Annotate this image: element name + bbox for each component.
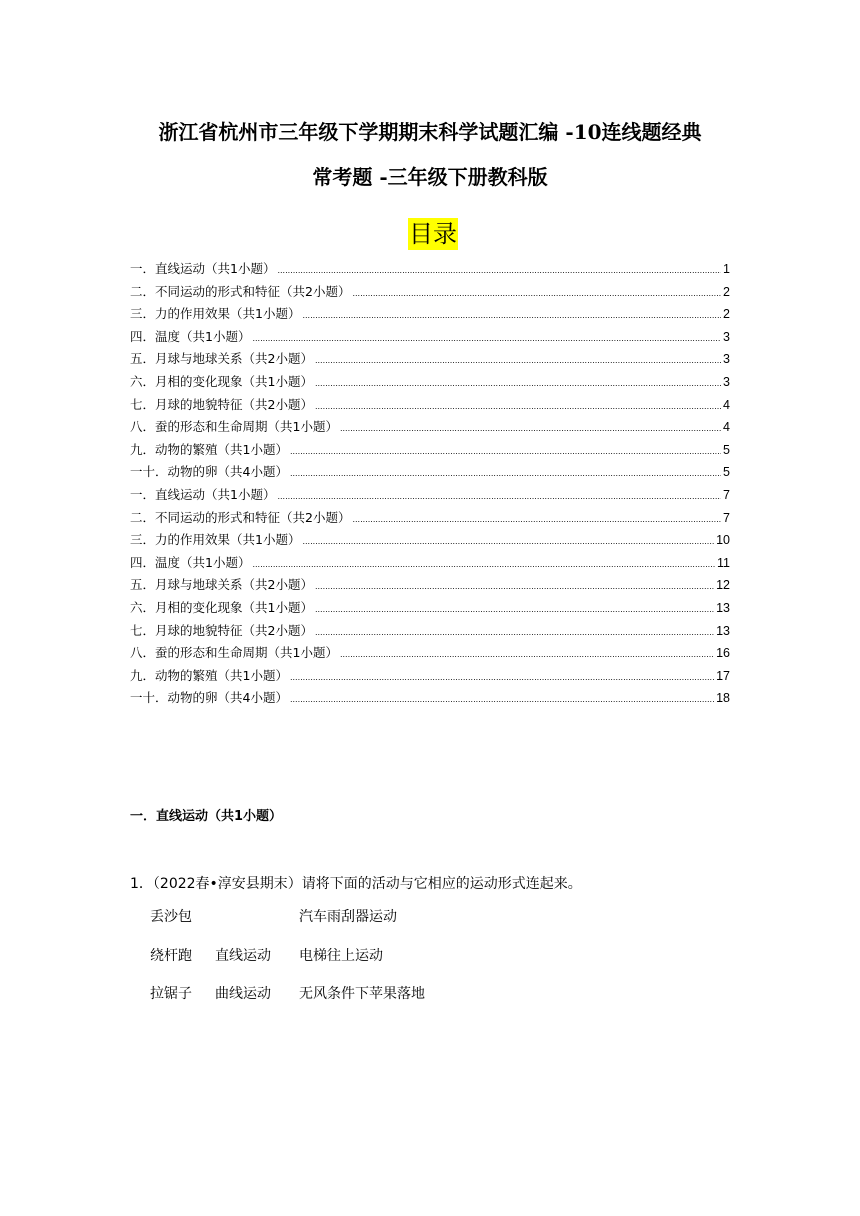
- toc-dot-leader: [252, 334, 721, 343]
- toc-entry[interactable]: [130, 598, 730, 621]
- toc-entry[interactable]: [130, 349, 730, 372]
- toc-dot-leader: [315, 628, 714, 637]
- toc-dot-leader: [302, 311, 721, 320]
- toc-dot-leader: [315, 402, 721, 411]
- toc-entry-page: 13: [716, 600, 730, 615]
- toc-entry[interactable]: [130, 259, 730, 282]
- toc-dot-leader: [352, 515, 721, 524]
- toc-entry-page: 17: [716, 668, 730, 683]
- example-item: 汽车雨刮器运动: [299, 909, 397, 925]
- activity-item: 丢沙包: [150, 909, 192, 925]
- toc-entry-label: 一．直线运动（共1小题）: [130, 261, 276, 276]
- toc-dot-leader: [277, 492, 721, 501]
- toc-entry-page: 10: [716, 533, 730, 548]
- toc-dot-leader: [290, 673, 714, 682]
- toc-dot-leader: [290, 469, 721, 478]
- table-of-contents: [130, 259, 730, 711]
- toc-entry[interactable]: [130, 372, 730, 395]
- toc-entry-page: 7: [723, 487, 730, 502]
- toc-entry-label: 三．力的作用效果（共1小题）: [130, 306, 301, 322]
- activity-item: 拉锯子: [150, 986, 192, 1002]
- toc-entry-page: 5: [723, 442, 730, 457]
- toc-dot-leader: [315, 582, 714, 591]
- toc-entry-label: 三．力的作用效果（共1小题）: [130, 532, 301, 548]
- toc-entry-page: 5: [723, 465, 730, 480]
- motion-item: 曲线运动: [215, 986, 271, 1002]
- toc-entry-page: 12: [716, 578, 730, 593]
- toc-entry[interactable]: [130, 575, 730, 598]
- toc-entry-label: 五．月球与地球关系（共2小题）: [130, 577, 313, 593]
- toc-dot-leader: [252, 560, 715, 569]
- toc-entry[interactable]: [130, 304, 730, 327]
- toc-entry-label: 二．不同运动的形式和特征（共2小题）: [130, 283, 351, 299]
- toc-dot-leader: [290, 695, 714, 704]
- toc-entry-page: 1: [723, 262, 730, 276]
- toc-entry-label: 四．温度（共1小题）: [130, 328, 251, 344]
- toc-entry-label: 一．直线运动（共1小题）: [130, 486, 276, 502]
- toc-entry[interactable]: [130, 530, 730, 553]
- toc-entry[interactable]: [130, 621, 730, 644]
- toc-entry[interactable]: [130, 462, 730, 485]
- toc-entry[interactable]: [130, 688, 730, 711]
- toc-entry-page: 11: [717, 555, 730, 570]
- toc-entry-label: 九．动物的繁殖（共1小题）: [130, 667, 288, 683]
- toc-entry[interactable]: [130, 553, 730, 576]
- toc-dot-leader: [352, 289, 721, 298]
- toc-entry-label: 七．月球的地貌特征（共2小题）: [130, 396, 313, 412]
- toc-entry[interactable]: [130, 327, 730, 350]
- toc-dot-leader: [277, 266, 721, 275]
- toc-entry-label: 七．月球的地貌特征（共2小题）: [130, 622, 313, 638]
- motion-item: 直线运动: [215, 947, 271, 964]
- document-title-line2: 常考题 -三年级下册教科版: [312, 165, 548, 189]
- toc-entry-label: 八．蚕的形态和生命周期（共1小题）: [130, 419, 338, 435]
- toc-entry-label: 一十．动物的卵（共4小题）: [130, 464, 288, 480]
- toc-entry-page: 3: [723, 374, 730, 389]
- toc-entry-page: 4: [723, 420, 730, 435]
- toc-entry-label: 六．月相的变化现象（共1小题）: [130, 373, 313, 389]
- toc-heading: 目录: [409, 220, 457, 248]
- example-item: 无风条件下苹果落地: [299, 986, 425, 1002]
- toc-entry-page: 3: [723, 352, 730, 367]
- toc-dot-leader: [290, 447, 721, 456]
- toc-entry-label: 五．月球与地球关系（共2小题）: [130, 351, 313, 367]
- toc-entry[interactable]: [130, 440, 730, 463]
- document-title-line1: 浙江省杭州市三年级下学期期末科学试题汇编 -10连线题经典: [158, 120, 702, 144]
- toc-entry-page: 16: [716, 646, 730, 661]
- toc-entry-page: 3: [723, 329, 730, 344]
- toc-entry[interactable]: [130, 643, 730, 666]
- toc-entry[interactable]: [130, 666, 730, 689]
- toc-entry-page: 2: [723, 307, 730, 322]
- toc-entry-label: 九．动物的繁殖（共1小题）: [130, 441, 288, 457]
- toc-dot-leader: [340, 424, 721, 433]
- toc-dot-leader: [302, 537, 714, 546]
- toc-entry-page: 2: [723, 284, 730, 299]
- toc-entry[interactable]: [130, 282, 730, 305]
- toc-entry-page: 18: [716, 691, 730, 706]
- toc-dot-leader: [315, 605, 714, 614]
- toc-entry-label: 二．不同运动的形式和特征（共2小题）: [130, 509, 351, 525]
- question-text: 1．（2022春•淳安县期末）请将下面的活动与它相应的运动形式连起来。: [130, 876, 582, 892]
- toc-dot-leader: [315, 356, 721, 365]
- toc-dot-leader: [315, 379, 721, 388]
- toc-entry-label: 四．温度（共1小题）: [130, 554, 251, 570]
- toc-entry-label: 八．蚕的形态和生命周期（共1小题）: [130, 645, 338, 661]
- toc-dot-leader: [340, 650, 714, 659]
- toc-entry[interactable]: [130, 485, 730, 508]
- toc-entry-label: 六．月相的变化现象（共1小题）: [130, 599, 313, 615]
- toc-entry-page: 13: [716, 623, 730, 638]
- toc-entry[interactable]: [130, 417, 730, 440]
- toc-entry[interactable]: [130, 395, 730, 418]
- toc-entry-page: 7: [723, 510, 730, 525]
- toc-entry-label: 一十．动物的卵（共4小题）: [130, 690, 288, 706]
- activity-item: 绕杆跑: [150, 947, 192, 964]
- toc-entry-page: 4: [723, 397, 730, 412]
- example-item: 电梯往上运动: [299, 947, 383, 964]
- section-heading: 一．直线运动（共1小题）: [130, 809, 283, 824]
- toc-entry[interactable]: [130, 508, 730, 531]
